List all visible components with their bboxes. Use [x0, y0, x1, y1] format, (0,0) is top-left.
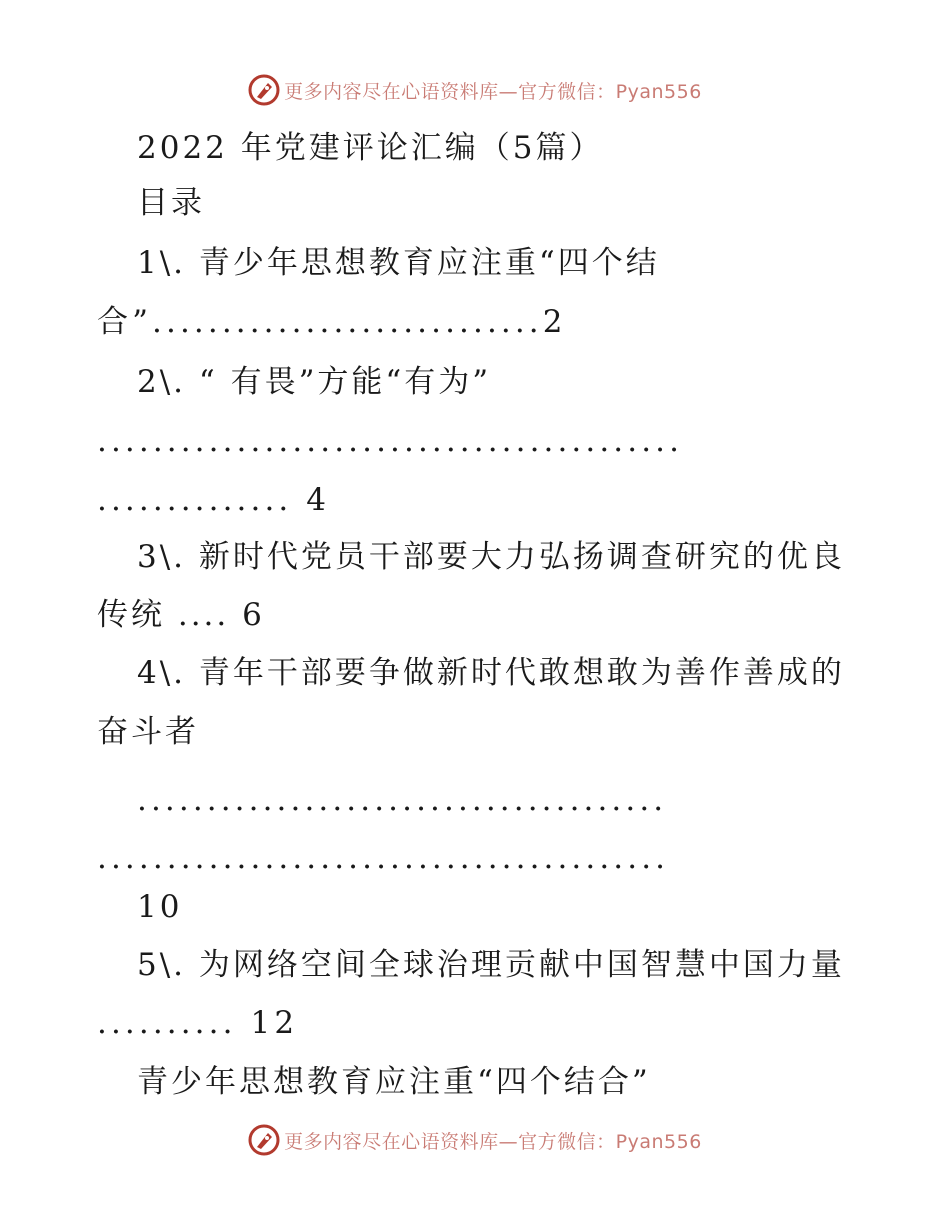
toc-entry-2-line3: .............. 4 [97, 482, 331, 518]
pen-nib-icon [248, 74, 280, 106]
document-title: 2022 年党建评论汇编（5篇） [137, 130, 604, 166]
toc-entry-5-line1: 5\. 为网络空间全球治理贡献中国智慧中国力量 [137, 947, 845, 983]
banner-text: 更多内容尽在心语资料库—官方微信：Pyan556 [284, 80, 702, 103]
toc-entry-3-line2: 传统 .... 6 [97, 597, 265, 633]
toc-entry-2-line1: 2\. “ 有畏”方能“有为” [137, 364, 492, 400]
toc-entry-4-line2: 奋斗者 [97, 714, 199, 750]
toc-entry-4-line3: ...................................... [137, 782, 668, 818]
toc-entry-4-line1: 4\. 青年干部要争做新时代敢想敢为善作善成的 [137, 655, 845, 691]
toc-entry-3-line1: 3\. 新时代党员干部要大力弘扬调查研究的优良 [137, 539, 845, 575]
toc-entry-4-page: 10 [137, 889, 183, 925]
toc-entry-4-line4: ......................................... [97, 840, 670, 876]
pen-nib-icon [248, 1124, 280, 1156]
toc-entry-1-line2: 合”............................2 [97, 304, 567, 340]
banner-text: 更多内容尽在心语资料库—官方微信：Pyan556 [284, 1130, 702, 1153]
header-banner [0, 70, 950, 110]
footer-banner [0, 1120, 950, 1160]
toc-entry-5-line2: .......... 12 [97, 1005, 299, 1041]
toc-entry-2-line2: .......................................... [97, 423, 684, 459]
toc-heading: 目录 [137, 185, 205, 221]
section-heading: 青少年思想教育应注重“四个结合” [137, 1064, 651, 1100]
toc-entry-1-line1: 1\. 青少年思想教育应注重“四个结 [137, 245, 660, 281]
